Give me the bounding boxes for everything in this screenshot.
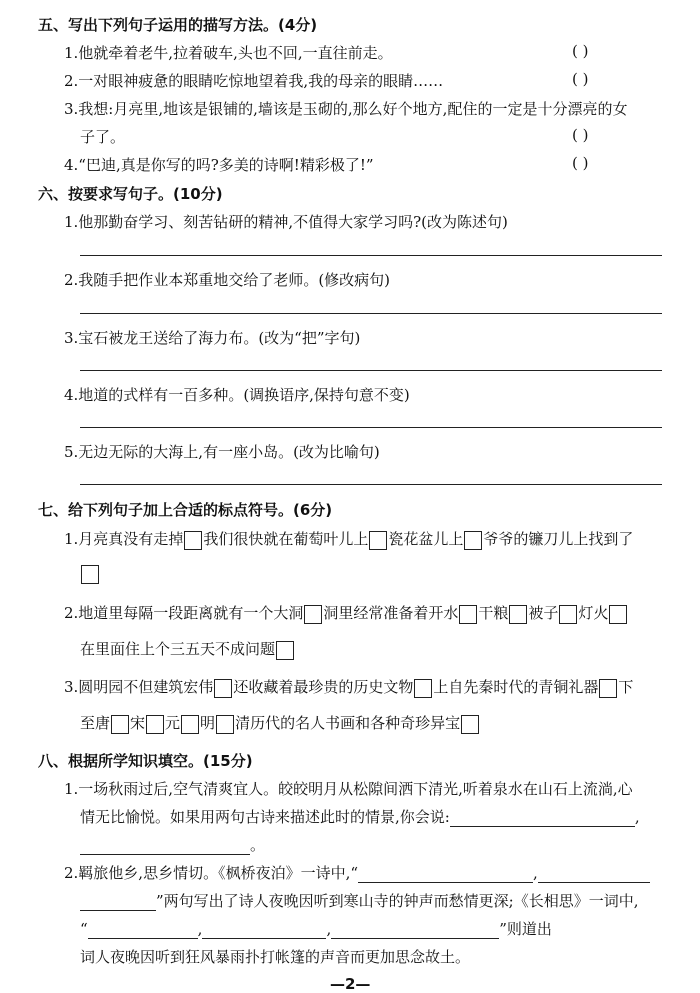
sec8-q2-comma: , xyxy=(533,864,538,882)
sec5-item-2: 2.一对眼神疲惫的眼睛吃惊地望着我,我的母亲的眼睛…… xyxy=(64,72,444,90)
page-number: —2— xyxy=(330,975,371,993)
sec7-q3-text-1: 3.圆明园不但建筑宏伟 xyxy=(64,678,214,696)
punct-box[interactable] xyxy=(414,679,432,698)
punct-box[interactable] xyxy=(146,715,164,734)
sec8-q1-line-1: 1.一场秋雨过后,空气清爽宜人。皎皎明月从松隙间洒下清光,听着泉水在山石上流淌,心 xyxy=(64,780,633,798)
sec7-q2-text-3: 干粮 xyxy=(478,604,509,622)
punct-box[interactable] xyxy=(459,605,477,624)
sec8-q2-comma: , xyxy=(197,920,203,938)
sec5-answer-4[interactable]: ( ) xyxy=(572,154,589,172)
sec7-q1-text-2: 我们很快就在葡萄叶儿上 xyxy=(203,530,369,548)
punct-box[interactable] xyxy=(609,605,627,624)
sec7-q1-line-2 xyxy=(80,564,100,584)
sec5-answer-2[interactable]: ( ) xyxy=(572,70,589,88)
sec7-q3-text-9: 清历代的名人书画和各种奇珍异宝 xyxy=(235,714,461,732)
sec5-answer-3[interactable]: ( ) xyxy=(572,126,589,144)
section-5-title: 五、写出下列句子运用的描写方法。(4分) xyxy=(38,16,318,34)
sec6-item-3: 3.宝石被龙王送给了海力布。(改为“把”字句) xyxy=(64,329,361,347)
sec7-q3-line xyxy=(64,676,633,698)
section-7-title: 七、给下列句子加上合适的标点符号。(6分) xyxy=(38,501,333,519)
sec6-answer-line-4[interactable] xyxy=(80,427,662,428)
poem-blank[interactable] xyxy=(358,868,533,883)
sec5-item-1: 1.他就牵着老牛,拉着破车,头也不回,一直往前走。 xyxy=(64,44,393,62)
sec8-q2-close-quote: ”则道出 xyxy=(499,920,552,938)
punct-box[interactable] xyxy=(216,715,234,734)
sec7-q2-text-2: 洞里经常准备着开水 xyxy=(323,604,459,622)
sec8-q2-open-quote: “ xyxy=(80,920,88,938)
sec6-item-1: 1.他那勤奋学习、刻苦钻研的精神,不值得大家学习吗?(改为陈述句) xyxy=(64,213,508,231)
sec7-q2-text-1: 2.地道里每隔一段距离就有一个大洞 xyxy=(64,604,304,622)
sec8-q2-text-2: ”两句写出了诗人夜晚因听到寒山寺的钟声而愁情更深;《长相思》一词中, xyxy=(156,892,639,910)
sec6-item-5: 5.无边无际的大海上,有一座小岛。(改为比喻句) xyxy=(64,443,380,461)
sec8-q2-line-4: 词人夜晚因听到狂风暴雨扑打帐篷的声音而更加思念故土。 xyxy=(80,948,471,966)
sec7-q3-text-7: 元 xyxy=(165,714,181,732)
sec5-item-3-cont: 子了。 xyxy=(80,128,126,146)
sec6-item-2: 2.我随手把作业本郑重地交给了老师。(修改病句) xyxy=(64,271,391,289)
sec8-q1-text: 情无比愉悦。如果用两句古诗来描述此时的情景,你会说: xyxy=(80,808,450,826)
sec7-q3-text-8: 明 xyxy=(200,714,216,732)
sec7-q3-text-6: 宋 xyxy=(130,714,146,732)
sec6-answer-line-3[interactable] xyxy=(80,370,662,371)
sec7-q1-text-4: 爷爷的镰刀儿上找到了 xyxy=(483,530,634,548)
sec8-q2-line-3 xyxy=(80,918,552,939)
poem-blank[interactable] xyxy=(80,840,250,855)
poem-blank[interactable] xyxy=(538,868,650,883)
sec6-answer-line-5[interactable] xyxy=(80,484,662,485)
sec6-answer-line-1[interactable] xyxy=(80,255,662,256)
sec7-q2-text-5: 灯火 xyxy=(578,604,609,622)
punct-box[interactable] xyxy=(464,531,482,550)
punct-box[interactable] xyxy=(214,679,232,698)
punct-box[interactable] xyxy=(559,605,577,624)
sec6-answer-line-2[interactable] xyxy=(80,313,662,314)
poem-blank[interactable] xyxy=(202,924,326,939)
sec7-q2-line xyxy=(64,602,628,624)
sec7-q1-text-3: 瓷花盆儿上 xyxy=(388,530,464,548)
punct-box[interactable] xyxy=(111,715,129,734)
sec7-q2-line-2 xyxy=(80,638,295,660)
punct-box[interactable] xyxy=(81,565,99,584)
sec7-q1-line xyxy=(64,528,633,550)
poem-blank[interactable] xyxy=(88,924,198,939)
sec7-q3-text-3: 上自先秦时代的青铜礼器 xyxy=(433,678,599,696)
punct-box[interactable] xyxy=(304,605,322,624)
sec7-q2-text-6: 在里面住上个三五天不成问题 xyxy=(80,640,276,658)
punct-box[interactable] xyxy=(184,531,202,550)
sec7-q3-text-4: 下 xyxy=(618,678,634,696)
sec7-q2-text-4: 被子 xyxy=(528,604,559,622)
poem-blank[interactable] xyxy=(80,896,156,911)
sec8-q2-line-1 xyxy=(64,862,650,883)
sec7-q3-line-2 xyxy=(80,712,480,734)
sec7-q3-text-5: 至唐 xyxy=(80,714,111,732)
punct-box[interactable] xyxy=(369,531,387,550)
sec8-q2-text-1: 2.羁旅他乡,思乡情切。《枫桥夜泊》一诗中,“ xyxy=(64,864,359,882)
punct-box[interactable] xyxy=(181,715,199,734)
sec8-q1-comma: , xyxy=(634,808,640,826)
section-6-title: 六、按要求写句子。(10分) xyxy=(38,185,223,203)
sec7-q1-text-1: 1.月亮真没有走掉 xyxy=(64,530,184,548)
punct-box[interactable] xyxy=(509,605,527,624)
punct-box[interactable] xyxy=(599,679,617,698)
sec8-q1-line-3 xyxy=(80,834,265,855)
sec5-item-3: 3.我想:月亮里,地该是银铺的,墙该是玉砌的,那么好个地方,配住的一定是十分漂亮的女 xyxy=(64,100,628,118)
sec8-q1-line-2 xyxy=(80,806,640,827)
sec8-q2-comma: , xyxy=(326,920,332,938)
punct-box[interactable] xyxy=(461,715,479,734)
sec5-answer-1[interactable]: ( ) xyxy=(572,42,589,60)
sec7-q3-text-2: 还收藏着最珍贵的历史文物 xyxy=(233,678,414,696)
poem-blank[interactable] xyxy=(331,924,499,939)
sec8-q2-line-2 xyxy=(80,890,639,911)
sec8-q1-end: 。 xyxy=(250,836,266,854)
section-8-title: 八、根据所学知识填空。(15分) xyxy=(38,752,253,770)
poem-blank[interactable] xyxy=(450,812,635,827)
punct-box[interactable] xyxy=(276,641,294,660)
sec6-item-4: 4.地道的式样有一百多种。(调换语序,保持句意不变) xyxy=(64,386,410,404)
sec5-item-4: 4.“巴迪,真是你写的吗?多美的诗啊!精彩极了!” xyxy=(64,156,374,174)
